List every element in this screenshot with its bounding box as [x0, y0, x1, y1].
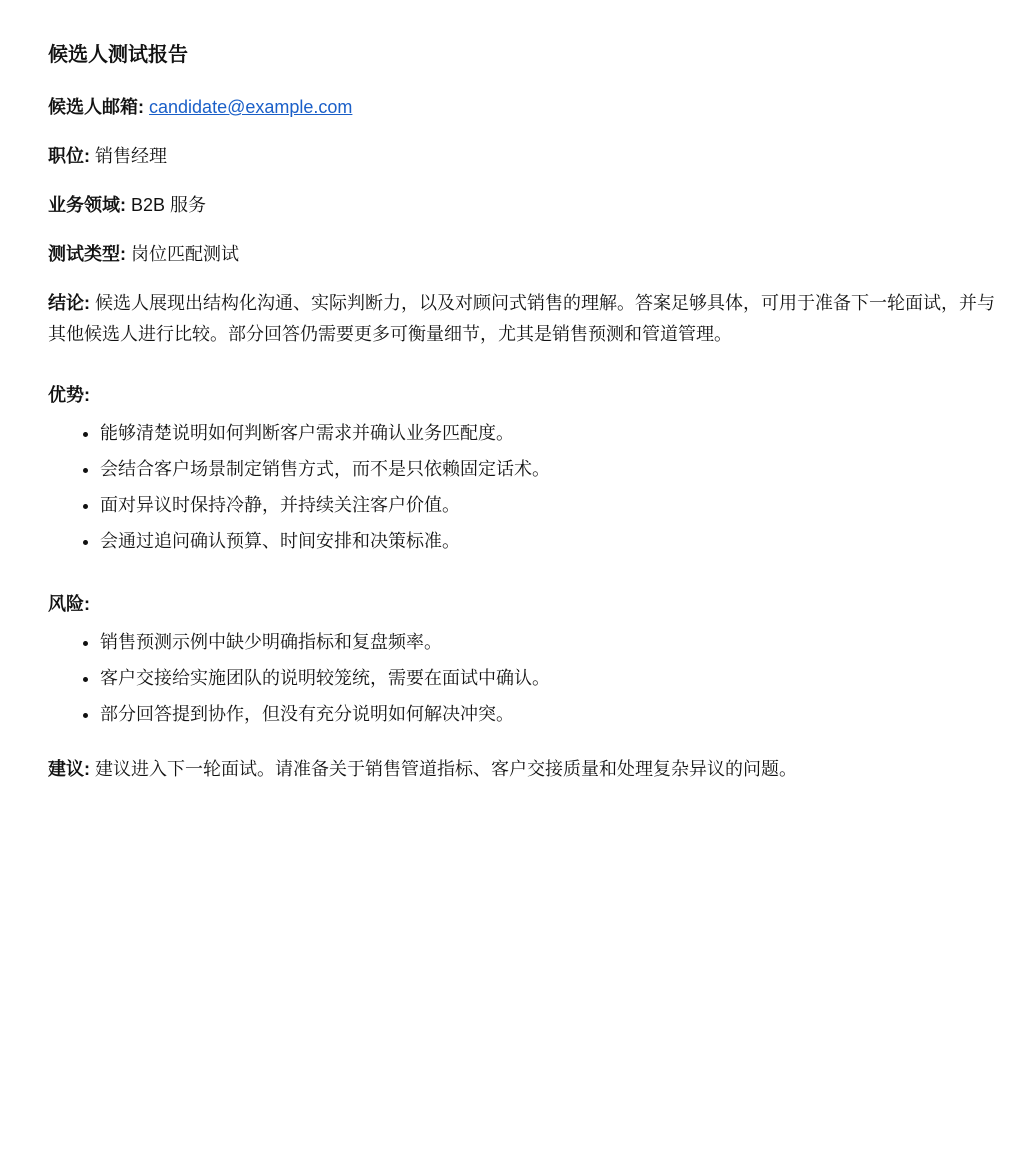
strength-item: • 会通过追问确认预算、时间安排和决策标准。 — [100, 523, 996, 559]
strength-item: • 能够清楚说明如何判断客户需求并确认业务匹配度。 — [100, 415, 996, 451]
conclusion-label: 结论: — [48, 293, 90, 313]
strength-item: • 面对异议时保持冷静，并持续关注客户价值。 — [100, 487, 996, 523]
risk-item: • 客户交接给实施团队的说明较笼统，需要在面试中确认。 — [100, 660, 996, 696]
conclusion-row — [48, 288, 996, 350]
position-value: 销售经理 — [95, 146, 168, 166]
test-type-row — [48, 239, 996, 270]
strengths-heading: 优势: — [48, 385, 90, 405]
domain-row — [48, 190, 996, 221]
risks-heading: 风险: — [48, 594, 90, 614]
position-label: 职位: — [48, 146, 90, 166]
recommendation-label: 建议: — [48, 759, 90, 779]
domain-value: B2B 服务 — [131, 195, 207, 215]
test-type-value: 岗位匹配测试 — [131, 244, 240, 264]
recommendation-row — [48, 754, 996, 785]
position-row — [48, 141, 996, 172]
report-title: 候选人测试报告 — [48, 44, 188, 66]
risks-list — [48, 624, 996, 732]
strengths-list — [48, 415, 996, 559]
strength-item: • 会结合客户场景制定销售方式，而不是只依赖固定话术。 — [100, 451, 996, 487]
email-label: 候选人邮箱: — [48, 97, 144, 117]
recommendation-text: 建议进入下一轮面试。请准备关于销售管道指标、客户交接质量和处理复杂异议的问题。 — [95, 759, 798, 779]
email-row — [48, 92, 996, 123]
risk-item: • 销售预测示例中缺少明确指标和复盘频率。 — [100, 624, 996, 660]
domain-label: 业务领域: — [48, 195, 126, 215]
conclusion-text: 候选人展现出结构化沟通、实际判断力，以及对顾问式销售的理解。答案足够具体，可用于准备下一轮面试，并与其他候选人进行比较。部分回答仍需要更多可衡量细节，尤其是销售预测和管道管理。 — [48, 293, 996, 344]
email-link[interactable]: candidate@example.com — [149, 97, 353, 117]
test-type-label: 测试类型: — [48, 244, 126, 264]
risk-item: • 部分回答提到协作，但没有充分说明如何解决冲突。 — [100, 696, 996, 732]
